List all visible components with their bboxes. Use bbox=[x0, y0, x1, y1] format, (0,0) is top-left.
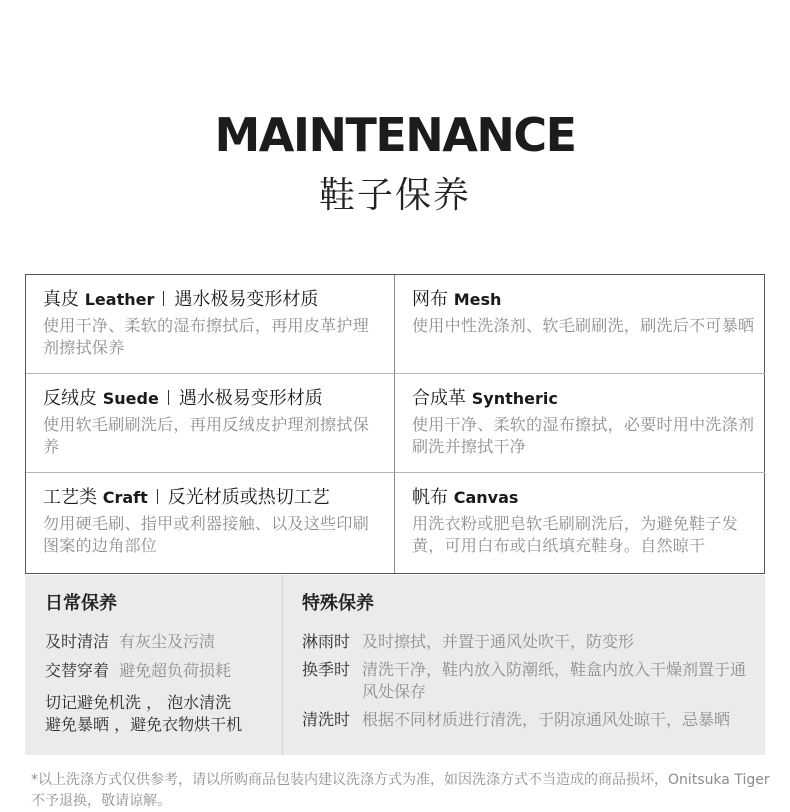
special-care-item bbox=[302, 631, 751, 653]
warning-line: 避免暴晒 ，避免衣物烘干机 bbox=[45, 715, 243, 734]
daily-care-item bbox=[45, 660, 282, 682]
daily-care-section bbox=[25, 575, 283, 755]
material-name-cn: 合成革 bbox=[412, 388, 466, 409]
special-care-key: 清洗时 bbox=[302, 710, 351, 729]
daily-care-heading: 日常保养 bbox=[45, 593, 117, 614]
material-name-en: Mesh bbox=[453, 290, 502, 309]
material-title bbox=[43, 386, 384, 412]
material-name-en: Canvas bbox=[453, 488, 519, 507]
material-title bbox=[412, 386, 755, 412]
material-name-en: Leather bbox=[84, 290, 155, 309]
material-title bbox=[412, 287, 755, 313]
special-care-key: 淋雨时 bbox=[302, 632, 351, 651]
material-name-cn: 帆布 bbox=[412, 487, 448, 508]
material-canvas bbox=[395, 473, 765, 573]
special-care-heading: 特殊保养 bbox=[302, 593, 374, 614]
material-title bbox=[43, 287, 384, 313]
warning-line: 切记避免机洗 ， 泡水清洗 bbox=[45, 693, 232, 712]
daily-care-key: 及时清洁 bbox=[45, 632, 110, 651]
daily-care-value: 有灰尘及污渍 bbox=[119, 632, 216, 651]
material-description: 使用干净、柔软的湿布擦拭，必要时用中洗涤剂刷洗并擦拭干净 bbox=[412, 415, 755, 456]
daily-care-item bbox=[45, 631, 282, 653]
special-care-value: 根据不同材质进行清洗，于阴凉通风处晾干，忌暴晒 bbox=[362, 710, 731, 729]
material-name-cn: 反绒皮 bbox=[43, 388, 97, 409]
material-title bbox=[412, 485, 755, 511]
material-care-grid bbox=[25, 274, 765, 574]
material-title bbox=[43, 485, 384, 511]
page-title: MAINTENANCE bbox=[214, 108, 576, 162]
material-leather bbox=[26, 275, 395, 374]
special-care-value: 清洗干净，鞋内放入防潮纸，鞋盒内放入干燥剂置于通风处保存 bbox=[362, 660, 747, 701]
material-name-cn: 工艺类 bbox=[43, 487, 97, 508]
material-suede bbox=[26, 374, 395, 473]
material-name-cn: 网布 bbox=[412, 289, 448, 310]
special-care-key: 换季时 bbox=[302, 660, 351, 679]
material-name-en: Suede bbox=[102, 389, 159, 408]
material-name-en: Craft bbox=[102, 488, 148, 507]
page-subtitle: 鞋子保养 bbox=[318, 175, 471, 216]
title-divider bbox=[157, 489, 158, 504]
title-divider bbox=[168, 390, 169, 405]
material-description: 勿用硬毛刷、指甲或利器接触、以及这些印刷图案的边角部位 bbox=[43, 514, 370, 555]
material-description: 使用软毛刷刷洗后，再用反绒皮护理剂擦拭保养 bbox=[43, 415, 370, 456]
daily-care-value: 避免超负荷损耗 bbox=[119, 661, 232, 680]
material-note: 遇水极易变形材质 bbox=[178, 388, 323, 409]
special-care-item bbox=[302, 709, 751, 731]
material-description: 使用中性洗涤剂、软毛刷刷洗，刷洗后不可暴晒 bbox=[412, 316, 755, 335]
care-tips-panel bbox=[25, 575, 765, 755]
material-note: 遇水极易变形材质 bbox=[174, 289, 319, 310]
material-name-cn: 真皮 bbox=[43, 289, 79, 310]
material-description: 使用干净、柔软的湿布擦拭后，再用皮革护理剂擦拭保养 bbox=[43, 316, 370, 357]
daily-care-key: 交替穿着 bbox=[45, 661, 110, 680]
special-care-value: 及时擦拭，并置于通风处吹干，防变形 bbox=[362, 632, 635, 651]
special-care-item bbox=[302, 659, 751, 703]
material-synthetic bbox=[395, 374, 765, 473]
material-mesh bbox=[395, 275, 765, 374]
material-description: 用洗衣粉或肥皂软毛刷刷洗后，为避免鞋子发黄，可用白布或白纸填充鞋身。自然晾干 bbox=[412, 514, 739, 555]
material-craft bbox=[26, 473, 395, 573]
disclaimer-footnote: *以上洗涤方式仅供参考，请以所购商品包装内建议洗涤方式为准，如因洗涤方式不当造成的商品损坏，Onitsuka Tiger不予退换，敬请谅解。 bbox=[31, 772, 770, 809]
material-note: 反光材质或热切工艺 bbox=[167, 487, 330, 508]
special-care-section bbox=[283, 575, 765, 755]
material-name-en: Syntheric bbox=[471, 389, 558, 408]
daily-care-warning bbox=[45, 692, 282, 736]
title-divider bbox=[163, 291, 164, 306]
